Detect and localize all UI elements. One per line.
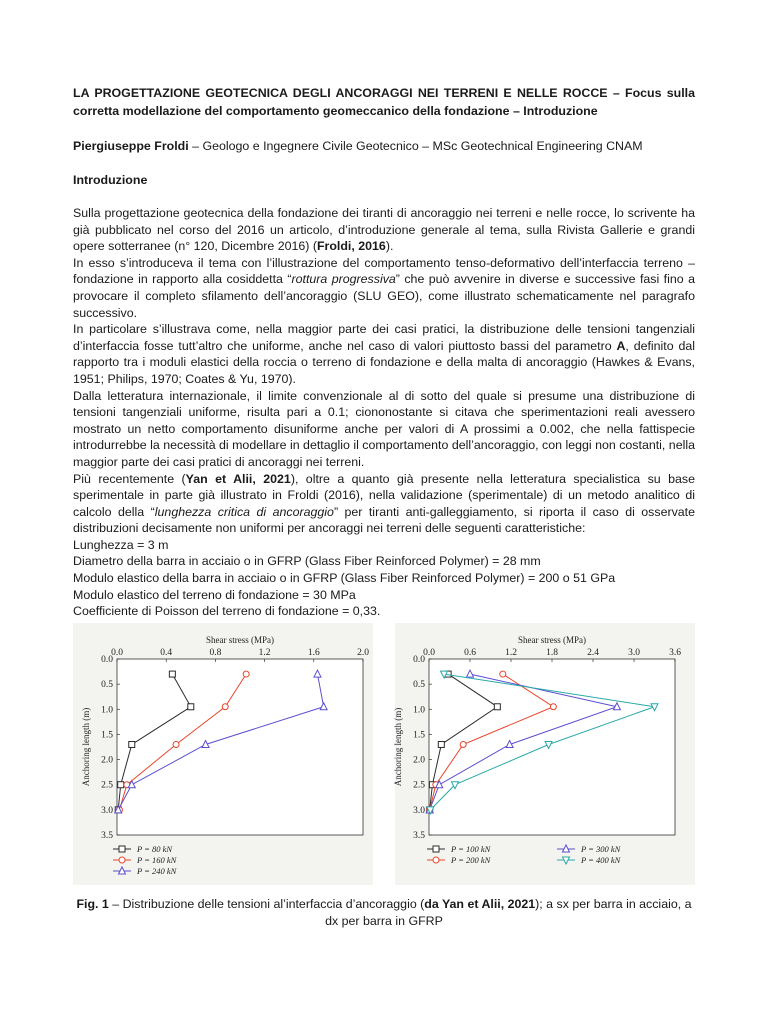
y-tick-label: 3.5	[413, 831, 425, 841]
y-tick-label: 2.0	[101, 755, 113, 766]
y-tick-label: 1.5	[101, 730, 113, 741]
paragraph-1-text: Sulla progettazione geotecnica della fondazione dei tiranti di ancoraggio nei terreni e nelle rocce, lo scrivente ha già pubblicato nel corso del 2016 un articolo, d’introduzione generale al tema, sulla Rivista Gallerie e grandi opere sotterranee (n° 120, Dicembre 2016) (	[73, 206, 695, 254]
x-tick-label: 2.0	[357, 648, 369, 658]
caption-text-end: ); a sx per barra in acciaio, a dx per barra in GFRP	[325, 897, 692, 928]
x-axis-label: Shear stress (MPa)	[518, 635, 586, 645]
y-tick-label: 3.5	[101, 831, 113, 841]
x-tick-label: 2.4	[587, 648, 599, 658]
data-point	[222, 704, 228, 710]
y-tick-label: 0.5	[101, 680, 113, 691]
legend-label: P = 100 kN	[451, 844, 491, 854]
data-point	[188, 704, 194, 710]
x-tick-label: 3.6	[669, 648, 681, 658]
paragraph-5-middle: ), oltre a quanto già presente nella letteratura specialistica su base sperimentale in parte già illustrato in Froldi (2016), nella validazione (sperimentale) di un metodo analitico di calcolo della “	[73, 471, 695, 519]
y-tick-label: 1.0	[101, 705, 113, 716]
paragraph-3-text: In particolare s’illustrava come, nella maggior parte dei casi pratici, la distribuzione delle tensioni tangenziali d’interfaccia fosse tutt’altro che uniforme, anche nel caso di valori piuttosto bassi del parametro	[73, 322, 695, 353]
y-tick-label: 3.0	[413, 805, 425, 816]
author-line	[73, 137, 695, 155]
legend-label: P = 400 kN	[581, 855, 621, 865]
reference-yan-2021: Yan et Alii, 2021	[185, 471, 291, 486]
legend-label: P = 300 kN	[581, 844, 621, 854]
paragraph-5-end: ” per tiranti anti-galleggiamento, si riporta il caso di osservate distribuzioni decisamente non uniformi per ancoraggi nei terreni delle seguenti caratteristiche:	[73, 504, 696, 536]
paragraph-2-text: In esso s’introduceva il tema con l’illustrazione del comportamento tenso-deformativo dell’interfaccia terreno – fondazione in rapporto alla cosiddetta “	[73, 255, 695, 287]
author-role: – Geologo e Ingegnere Civile Geotecnico – MSc Geotechnical Engineering CNAM	[188, 139, 643, 153]
paragraph-5-emphasis: lunghezza critica di ancoraggio	[154, 504, 334, 519]
x-tick-label: 1.2	[258, 648, 271, 658]
section-heading: Introduzione	[73, 173, 148, 187]
document-page	[73, 84, 695, 620]
y-tick-label: 0.0	[413, 655, 425, 665]
data-point	[433, 857, 439, 863]
data-point	[119, 846, 125, 852]
data-point	[243, 671, 249, 677]
x-tick-label: 0.0	[423, 648, 435, 658]
paragraph-2	[73, 255, 695, 321]
legend-label: P = 160 kN	[137, 855, 177, 865]
spec-item: Diametro della barra in acciaio o in GFRP (Glass Fiber Reinforced Polymer) = 28 mm	[73, 554, 541, 569]
data-point	[119, 857, 125, 863]
data-point	[460, 741, 466, 747]
data-point	[169, 671, 175, 677]
legend-label: P = 240 kN	[137, 866, 177, 876]
spec-item: Coefficiente di Poisson del terreno di fondazione = 0,33.	[73, 604, 381, 619]
y-tick-label: 1.0	[413, 705, 425, 716]
y-tick-label: 3.0	[101, 805, 113, 816]
data-point	[129, 741, 135, 747]
paragraph-2-end: ” che può avvenire in diverse e successive fasi fino a provocare il completo sfilamento dell’ancoraggio (SLU GEO), come illustrato schematicamente nel paragrafo successivo.	[73, 272, 695, 320]
data-point	[118, 782, 124, 788]
y-tick-label: 2.5	[101, 780, 113, 791]
data-point	[173, 741, 179, 747]
data-point	[550, 704, 556, 710]
y-axis-label: Anchoring length (m)	[81, 707, 91, 787]
y-tick-label: 0.0	[101, 655, 113, 665]
plot-area	[117, 659, 363, 835]
data-point	[433, 846, 439, 852]
x-tick-label: 0.4	[160, 648, 173, 658]
y-tick-label: 2.5	[413, 780, 425, 791]
caption-text: – Distribuzione delle tensioni al’interfaccia d’ancoraggio (	[108, 897, 425, 911]
reference-froldi-2016: Froldi, 2016	[316, 239, 386, 254]
x-tick-label: 3.0	[628, 648, 640, 658]
x-tick-label: 0.6	[464, 648, 476, 658]
figure-caption	[73, 896, 695, 929]
y-tick-label: 2.0	[413, 755, 425, 766]
data-point	[438, 741, 444, 747]
parameter-a: A	[616, 338, 626, 353]
document-title: LA PROGETTAZIONE GEOTECNICA DEGLI ANCORAGGI NEI TERRENI E NELLE ROCCE – Focus sulla corretta modellazione del comportamento geomeccanico della fondazione – Introduzione	[73, 86, 695, 118]
paragraph-4: Dalla letteratura internazionale, il limite convenzionale al di sotto del quale si presume una distribuzione di tensioni tangenziali uniforme, risulta pari a 0.1; ciononostante si citava che sperimentazioni reali avessero mostrato un netto comportamento disuniforme anche per valori di A prossimi a 0.002, che nella fattispecie introdurrebbe la necessità di modellare in dettaglio il comportamento dell’ancoraggio, con leggi non costanti, nella maggior parte dei casi pratici di ancoraggi nei terreni.	[73, 388, 695, 469]
author-name: Piergiuseppe Froldi	[73, 139, 189, 153]
x-tick-label: 1.6	[307, 648, 320, 658]
data-point	[494, 704, 500, 710]
paragraph-1-end: ).	[385, 239, 394, 254]
x-tick-label: 0.8	[209, 648, 222, 658]
y-tick-label: 1.5	[413, 730, 425, 741]
x-tick-label: 0.0	[111, 648, 123, 658]
paragraph-1	[73, 205, 695, 255]
paragraph-5	[73, 471, 695, 537]
chart-gfrp-bar	[395, 623, 695, 885]
legend-label: P = 200 kN	[451, 855, 491, 865]
paragraph-2-emphasis: rottura progressiva	[291, 272, 396, 287]
legend-label: P = 80 kN	[137, 844, 173, 854]
x-tick-label: 1.8	[546, 648, 558, 658]
body-text	[73, 205, 695, 620]
paragraph-5-text: Più recentemente (	[73, 471, 186, 486]
y-tick-label: 0.5	[413, 680, 425, 691]
spec-item: Lunghezza = 3 m	[73, 537, 169, 552]
paragraph-3-end: , definito dal rapporto tra i moduli elastici della roccia o terreno di fondazione e della malta di ancoraggio (Hawkes & Evans, 1951; Philips, 1970; Coates & Yu, 1970).	[73, 338, 696, 386]
paragraph-3	[73, 321, 695, 387]
data-point	[500, 671, 506, 677]
chart-steel-bar	[73, 623, 373, 885]
x-tick-label: 1.2	[505, 648, 517, 658]
spec-item: Modulo elastico della barra in acciaio o in GFRP (Glass Fiber Reinforced Polymer) = 200 o 51 GPa	[73, 571, 616, 586]
spec-item: Modulo elastico del terreno di fondazione = 30 MPa	[73, 587, 356, 602]
x-axis-label: Shear stress (MPa)	[206, 635, 274, 645]
caption-label: Fig. 1	[76, 897, 109, 911]
figure-1	[73, 623, 695, 885]
caption-reference: da Yan et Alii, 2021	[424, 897, 536, 911]
y-axis-label: Anchoring length (m)	[393, 707, 403, 787]
